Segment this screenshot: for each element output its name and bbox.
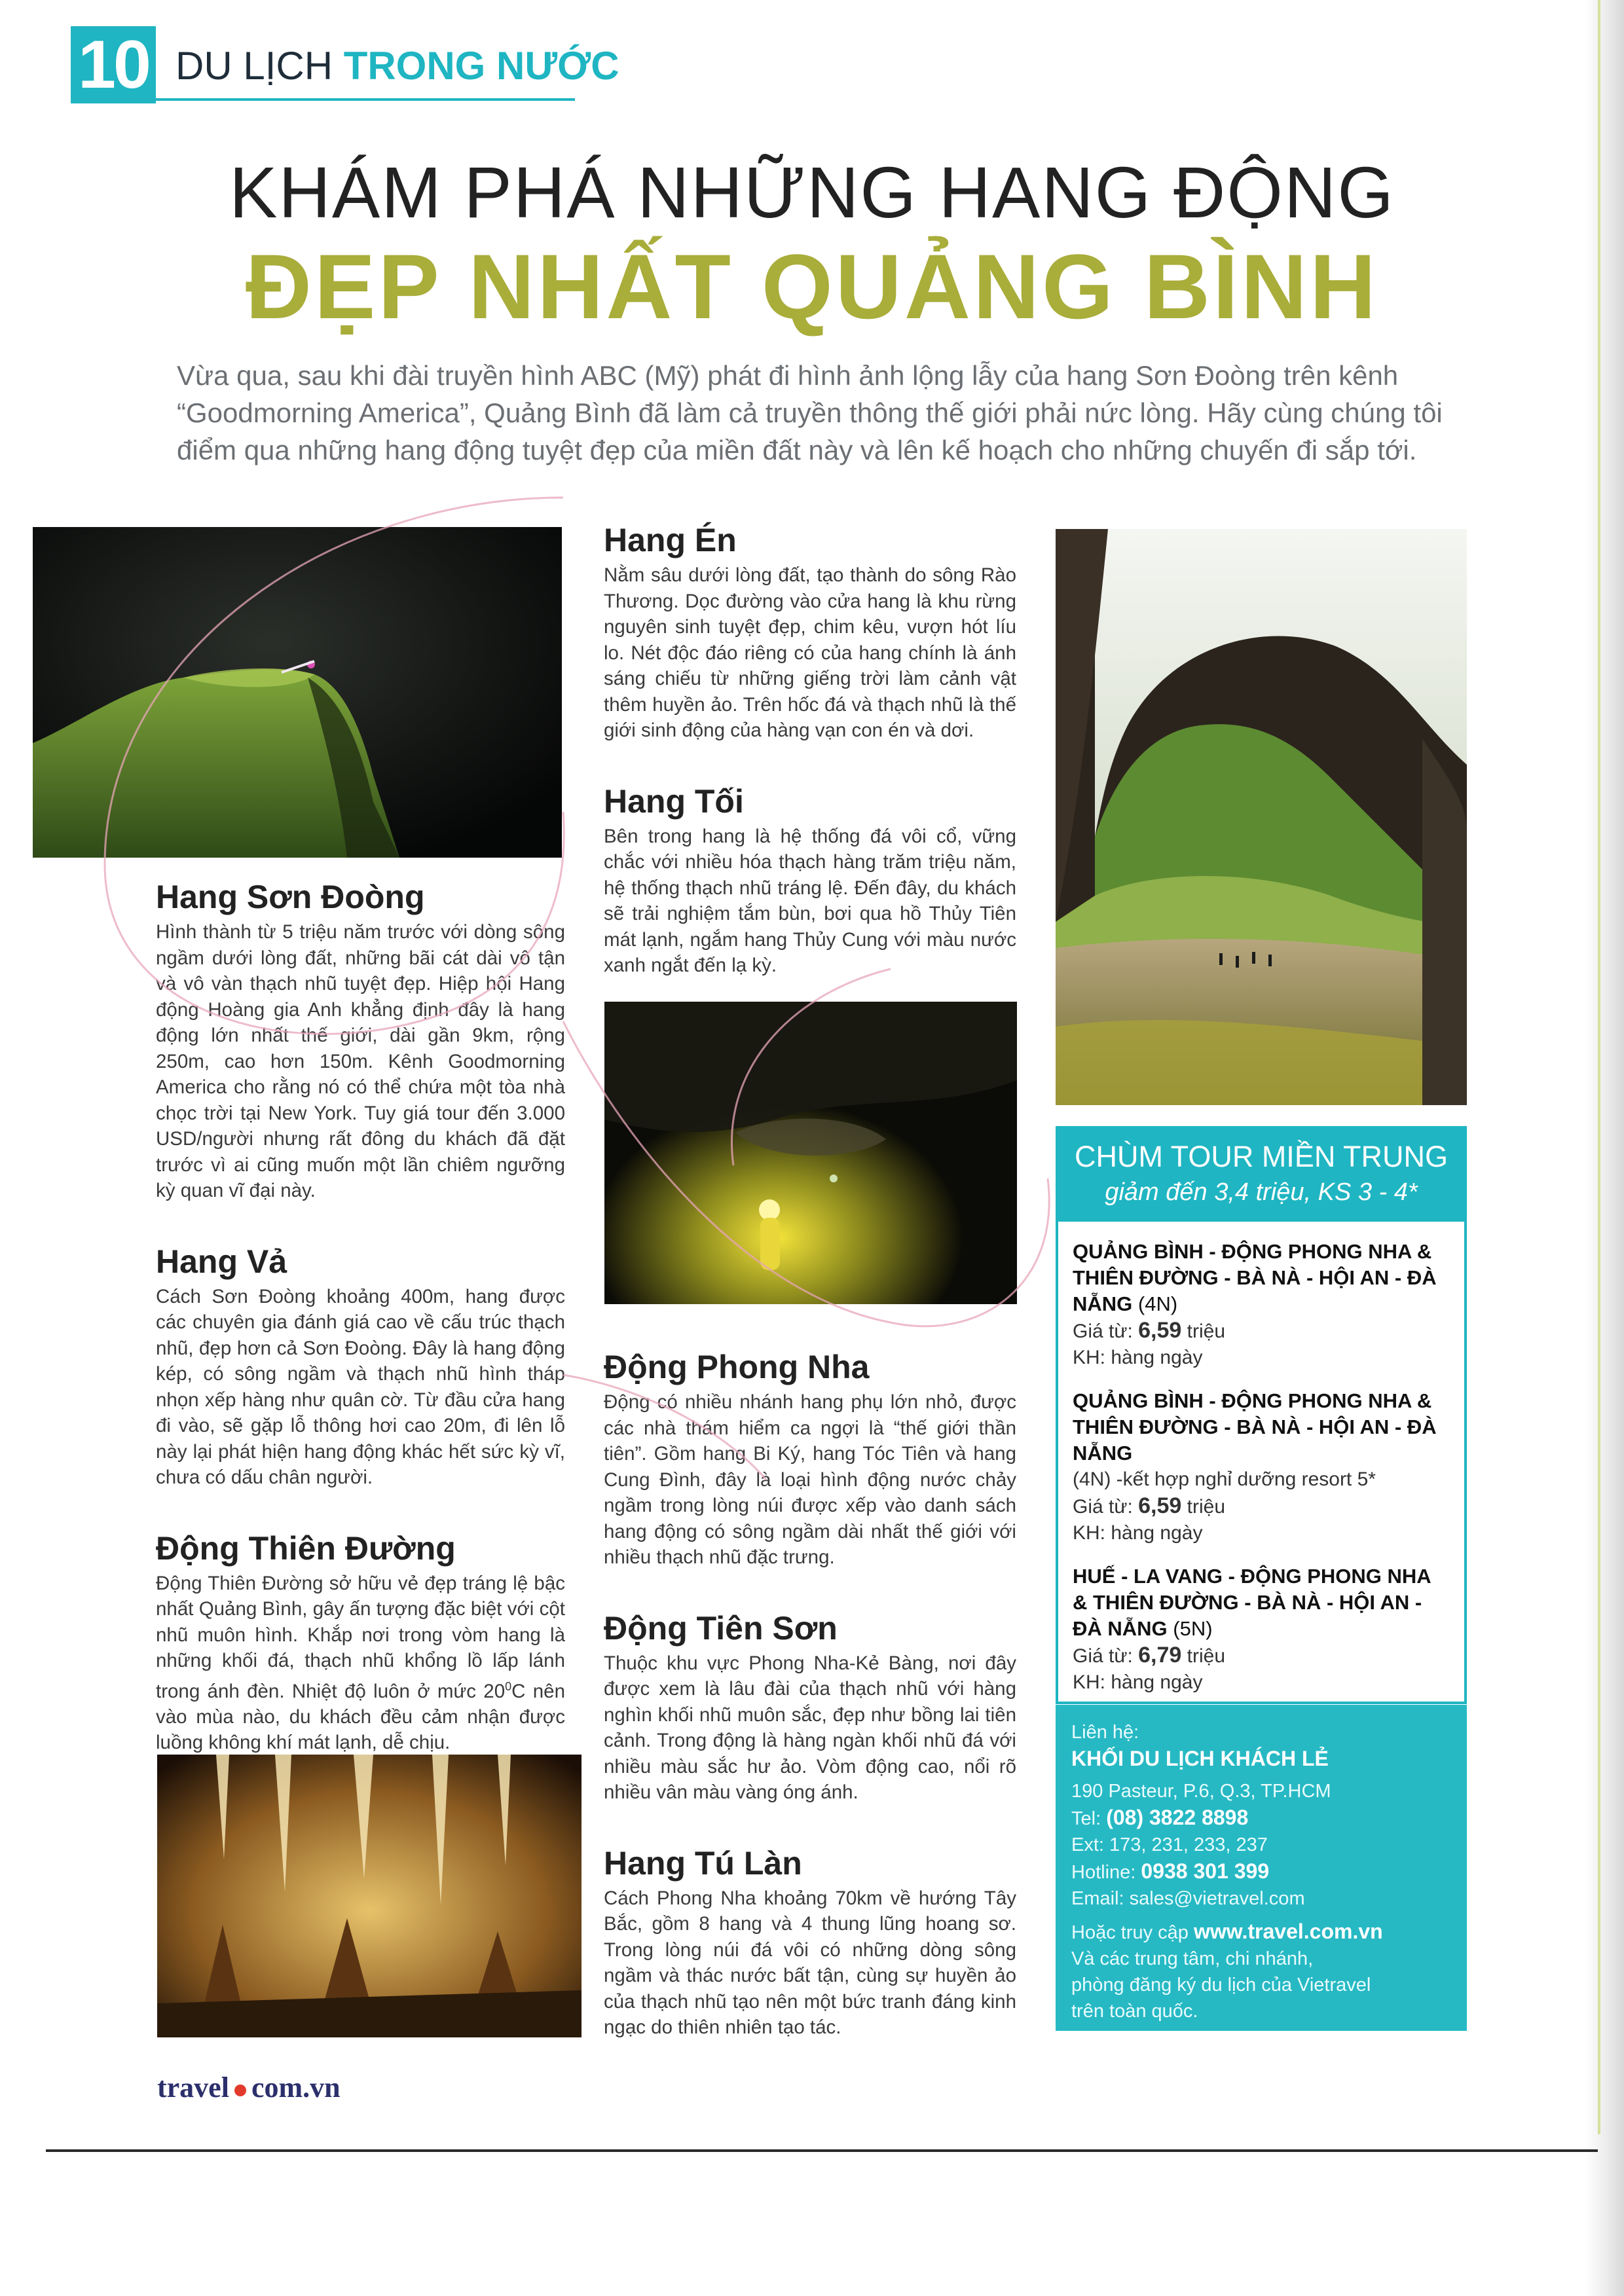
son-doong-photo	[33, 527, 562, 858]
contact-website-link[interactable]: www.travel.com.vn	[1193, 1920, 1383, 1943]
tour-schedule: KH: hàng ngày	[1073, 1671, 1203, 1693]
logo-dot-icon	[234, 2085, 246, 2096]
hang-en-photo-art	[1056, 529, 1467, 1105]
heading-hang-toi: Hang Tối	[604, 782, 744, 820]
tour-schedule: KH: hàng ngày	[1073, 1522, 1203, 1544]
thien-duong-photo	[157, 1755, 581, 2037]
headline-line-1: KHÁM PHÁ NHỮNG HANG ĐỘNG	[229, 153, 1395, 233]
body-tu-lan: Cách Phong Nha khoảng 70km về hướng Tây Bắc, gồm 8 hang và 4 thung lũng hoang sơ. Trong lòng núi đá vôi có những dòng sông ngầm và thác nước bất tận, cùng sự huyền ảo của thạch nhũ tạo nên một bức tranh đáng kinh ngạc do thiên nhiên tạo tác.	[604, 1887, 1016, 2038]
son-doong-photo-art	[33, 527, 562, 858]
contact-box	[1056, 1705, 1467, 2031]
section-title-plain: DU LỊCH	[175, 44, 333, 88]
heading-son-doong: Hang Sơn Đoòng	[156, 879, 425, 915]
contact-email[interactable]: Email: sales@vietravel.com	[1071, 1888, 1305, 1909]
tour-box-heading: CHÙM TOUR MIỀN TRUNG	[1074, 1140, 1448, 1173]
tour-box	[1056, 1126, 1467, 1704]
tour-price: Giá từ: 6,79 triệu	[1073, 1643, 1226, 1667]
body-thien-duong: Động Thiên Đường sở hữu vẻ đẹp tráng lệ bậc nhất Quảng Bình, gây ấn tượng đặc biệt với cột nhũ muôn hình. Khắp nơi trong vòm hang là những khối đá, thạch nhũ khổng lồ lấp lánh trong ánh đèn. Nhiệt độ luôn ở mức $20^0C$ nên vào mùa nào, du khách đều cảm nhận được luồng không khí mát lạnh, dễ chịu.	[156, 1572, 565, 1754]
footer-logo: travel com.vn	[157, 2071, 341, 2104]
body-phong-nha: Động có nhiều nhánh hang phụ lớn nhỏ, được các nhà thám hiểm ca ngợi là “thế giới thần tiên”. Gồm hang Bi Ký, hang Tóc Tiên và hang Cung Đình, đây là loại hình động nước chảy ngầm trong lòng núi được xếp vào danh sách hang động có sông ngầm dài nhất thế giới với nhiều thạch nhũ đặc trưng.	[604, 1391, 1016, 1568]
heading-tu-lan: Hang Tú Làn	[604, 1844, 802, 1882]
tour-box-subheading: giảm đến 3,4 triệu, KS 3 - 4*	[1105, 1178, 1418, 1206]
tour-name: HUẾ - LA VANG - ĐỘNG PHONG NHA & THIÊN ĐƯỜNG - BÀ NÀ - HỘI AN - ĐÀ NẴNG (5N)	[1073, 1565, 1431, 1640]
contact-branches-2: phòng đăng ký du lịch của Vietravel	[1071, 1975, 1371, 1995]
scan-edge	[1585, 0, 1624, 2296]
contact-website-line: Hoặc truy cập www.travel.com.vn	[1071, 1920, 1383, 1943]
column-middle-bottom	[604, 1347, 1016, 2041]
body-hang-en: Nằm sâu dưới lòng đất, tạo thành do sông Rào Thương. Dọc đường vào cửa hang là khu rừng nguyên sinh tuyệt đẹp, chim kêu, vượn hót líu lo. Nét độc đáo riêng có của hang chính là ánh sáng chiếu từ những giếng trời làm cảnh vật thêm huyền ảo. Trên hốc đá và thạch nhũ là thế giới sinh động của hàng vạn con én và dơi.	[604, 564, 1016, 741]
hang-toi-photo	[604, 1002, 1017, 1304]
lead-paragraph: Vừa qua, sau khi đài truyền hình ABC (Mỹ) phát đi hình ảnh lộng lẫy của hang Sơn Đoòng trên kênh “Goodmorning America”, Quảng Bình đã làm cả truyền thông thế giới phải nức lòng. Hãy cùng chúng tôi điểm qua những hang động tuyệt đẹp của miền đất này và lên kế hoạch cho những chuyến đi sắp tới.	[177, 360, 1443, 465]
tour-extra: (4N) -kết hợp nghỉ dưỡng resort 5*	[1073, 1468, 1376, 1490]
column-left	[156, 877, 565, 1756]
tour-name: QUẢNG BÌNH - ĐỘNG PHONG NHA & THIÊN ĐƯỜNG - BÀ NÀ - HỘI AN - ĐÀ NẴNG (4N)	[1073, 1240, 1437, 1315]
contact-branches-1: Và các trung tâm, chi nhánh,	[1071, 1948, 1314, 1969]
tour-name: QUẢNG BÌNH - ĐỘNG PHONG NHA & THIÊN ĐƯỜNG - BÀ NÀ - HỘI AN - ĐÀ NẴNG	[1073, 1389, 1437, 1465]
tour-price: Giá từ: 6,59 triệu	[1073, 1493, 1226, 1518]
heading-tien-son: Động Tiên Sơn	[604, 1609, 838, 1647]
hang-toi-photo-art	[604, 1002, 1017, 1304]
tour-item[interactable]	[1058, 1239, 1464, 1371]
section-title	[175, 43, 619, 89]
heading-phong-nha: Động Phong Nha	[604, 1349, 870, 1385]
body-tien-son: Thuộc khu vực Phong Nha-Kẻ Bàng, nơi đây được xem là lâu đài của thạch nhũ với hàng nghìn khối nhũ muôn sắc, đẹp như bồng lai tiên cảnh. Trong động là hàng ngàn khối nhũ đá với nhiều màu sắc hư ảo. Vòm động cao, nổi rõ nhiều vân màu vàng óng ánh.	[604, 1652, 1016, 1803]
section-title-accent: TRONG NƯỚC	[343, 44, 619, 88]
headline-line-2: ĐẸP NHẤT QUẢNG BÌNH	[245, 235, 1379, 338]
contact-hotline[interactable]: Hotline: 0938 301 399	[1071, 1859, 1270, 1883]
tour-item[interactable]	[1058, 1563, 1464, 1696]
contact-branches-3: trên toàn quốc.	[1071, 2001, 1198, 2022]
column-middle-top	[604, 520, 1016, 979]
body-hang-toi: Bên trong hang là hệ thống đá vôi cổ, vững chắc với nhiều hóa thạch hàng trăm triệu năm, hệ thống thạch nhũ tráng lệ. Đến đây, du khách sẽ trải nghiệm tắm bùn, bơi qua hồ Thủy Tiên mát lạnh, ngắm hang Thủy Cung với màu nước xanh ngắt đến lạ kỳ.	[604, 825, 1016, 976]
heading-thien-duong: Động Thiên Đường	[156, 1529, 456, 1567]
footer-rule	[46, 2149, 1598, 2152]
header-rule	[156, 98, 575, 101]
hang-en-photo	[1056, 529, 1467, 1105]
tour-price: Giá từ: 6,59 triệu	[1073, 1318, 1226, 1343]
thien-duong-photo-art	[157, 1755, 581, 2037]
heading-hang-va: Hang Vả	[156, 1243, 287, 1280]
heading-hang-en: Hang Én	[604, 522, 737, 558]
body-hang-va: Cách Sơn Đoòng khoảng 400m, hang được các chuyên gia đánh giá cao về cấu trúc thạch nhũ, đẹp hơn cả Sơn Đoòng. Đây là hang động kép, có sông ngầm và thạch nhũ hình tháp nhọn xếp hàng như quân cờ. Từ đầu cửa hang đi vào, sẽ gặp lỗ thông hơi cao 20m, đi lên lỗ này lại phát hiện hang động khác hết sức kỳ vĩ, chưa có dấu chân người.	[156, 1285, 565, 1488]
tour-item[interactable]	[1058, 1388, 1464, 1546]
tour-box-header	[1058, 1129, 1464, 1222]
page-number: 10	[71, 26, 156, 103]
body-son-doong: Hình thành từ 5 triệu năm trước với dòng sông ngầm dưới lòng đất, những bãi cát dài vô tận và vô vàn thạch nhũ tuyệt đẹp. Hiệp hội Hang động Hoàng gia Anh khẳng định đây là hang động lớn nhất thế giới, dài gần 9km, rộng 250m, cao hơn 150m. Kênh Goodmorning America cho rằng nó có thể chứa một tòa nhà chọc trời tại New York. Tuy giá tour đến 3.000 USD/người nhưng rất đông du khách đã đặt trước vì ai cũng muốn một lần chiêm ngưỡng kỳ quan vĩ đại này.	[156, 921, 565, 1201]
contact-ext: Ext: 173, 231, 233, 237	[1071, 1834, 1268, 1855]
contact-address: 190 Pasteur, P.6, Q.3, TP.HCM	[1071, 1781, 1331, 1802]
contact-tel[interactable]: Tel: (08) 3822 8898	[1071, 1806, 1249, 1829]
tour-schedule: KH: hàng ngày	[1073, 1347, 1203, 1368]
contact-label: Liên hệ:	[1071, 1722, 1139, 1743]
contact-org: KHỐI DU LỊCH KHÁCH LẺ	[1071, 1747, 1329, 1770]
